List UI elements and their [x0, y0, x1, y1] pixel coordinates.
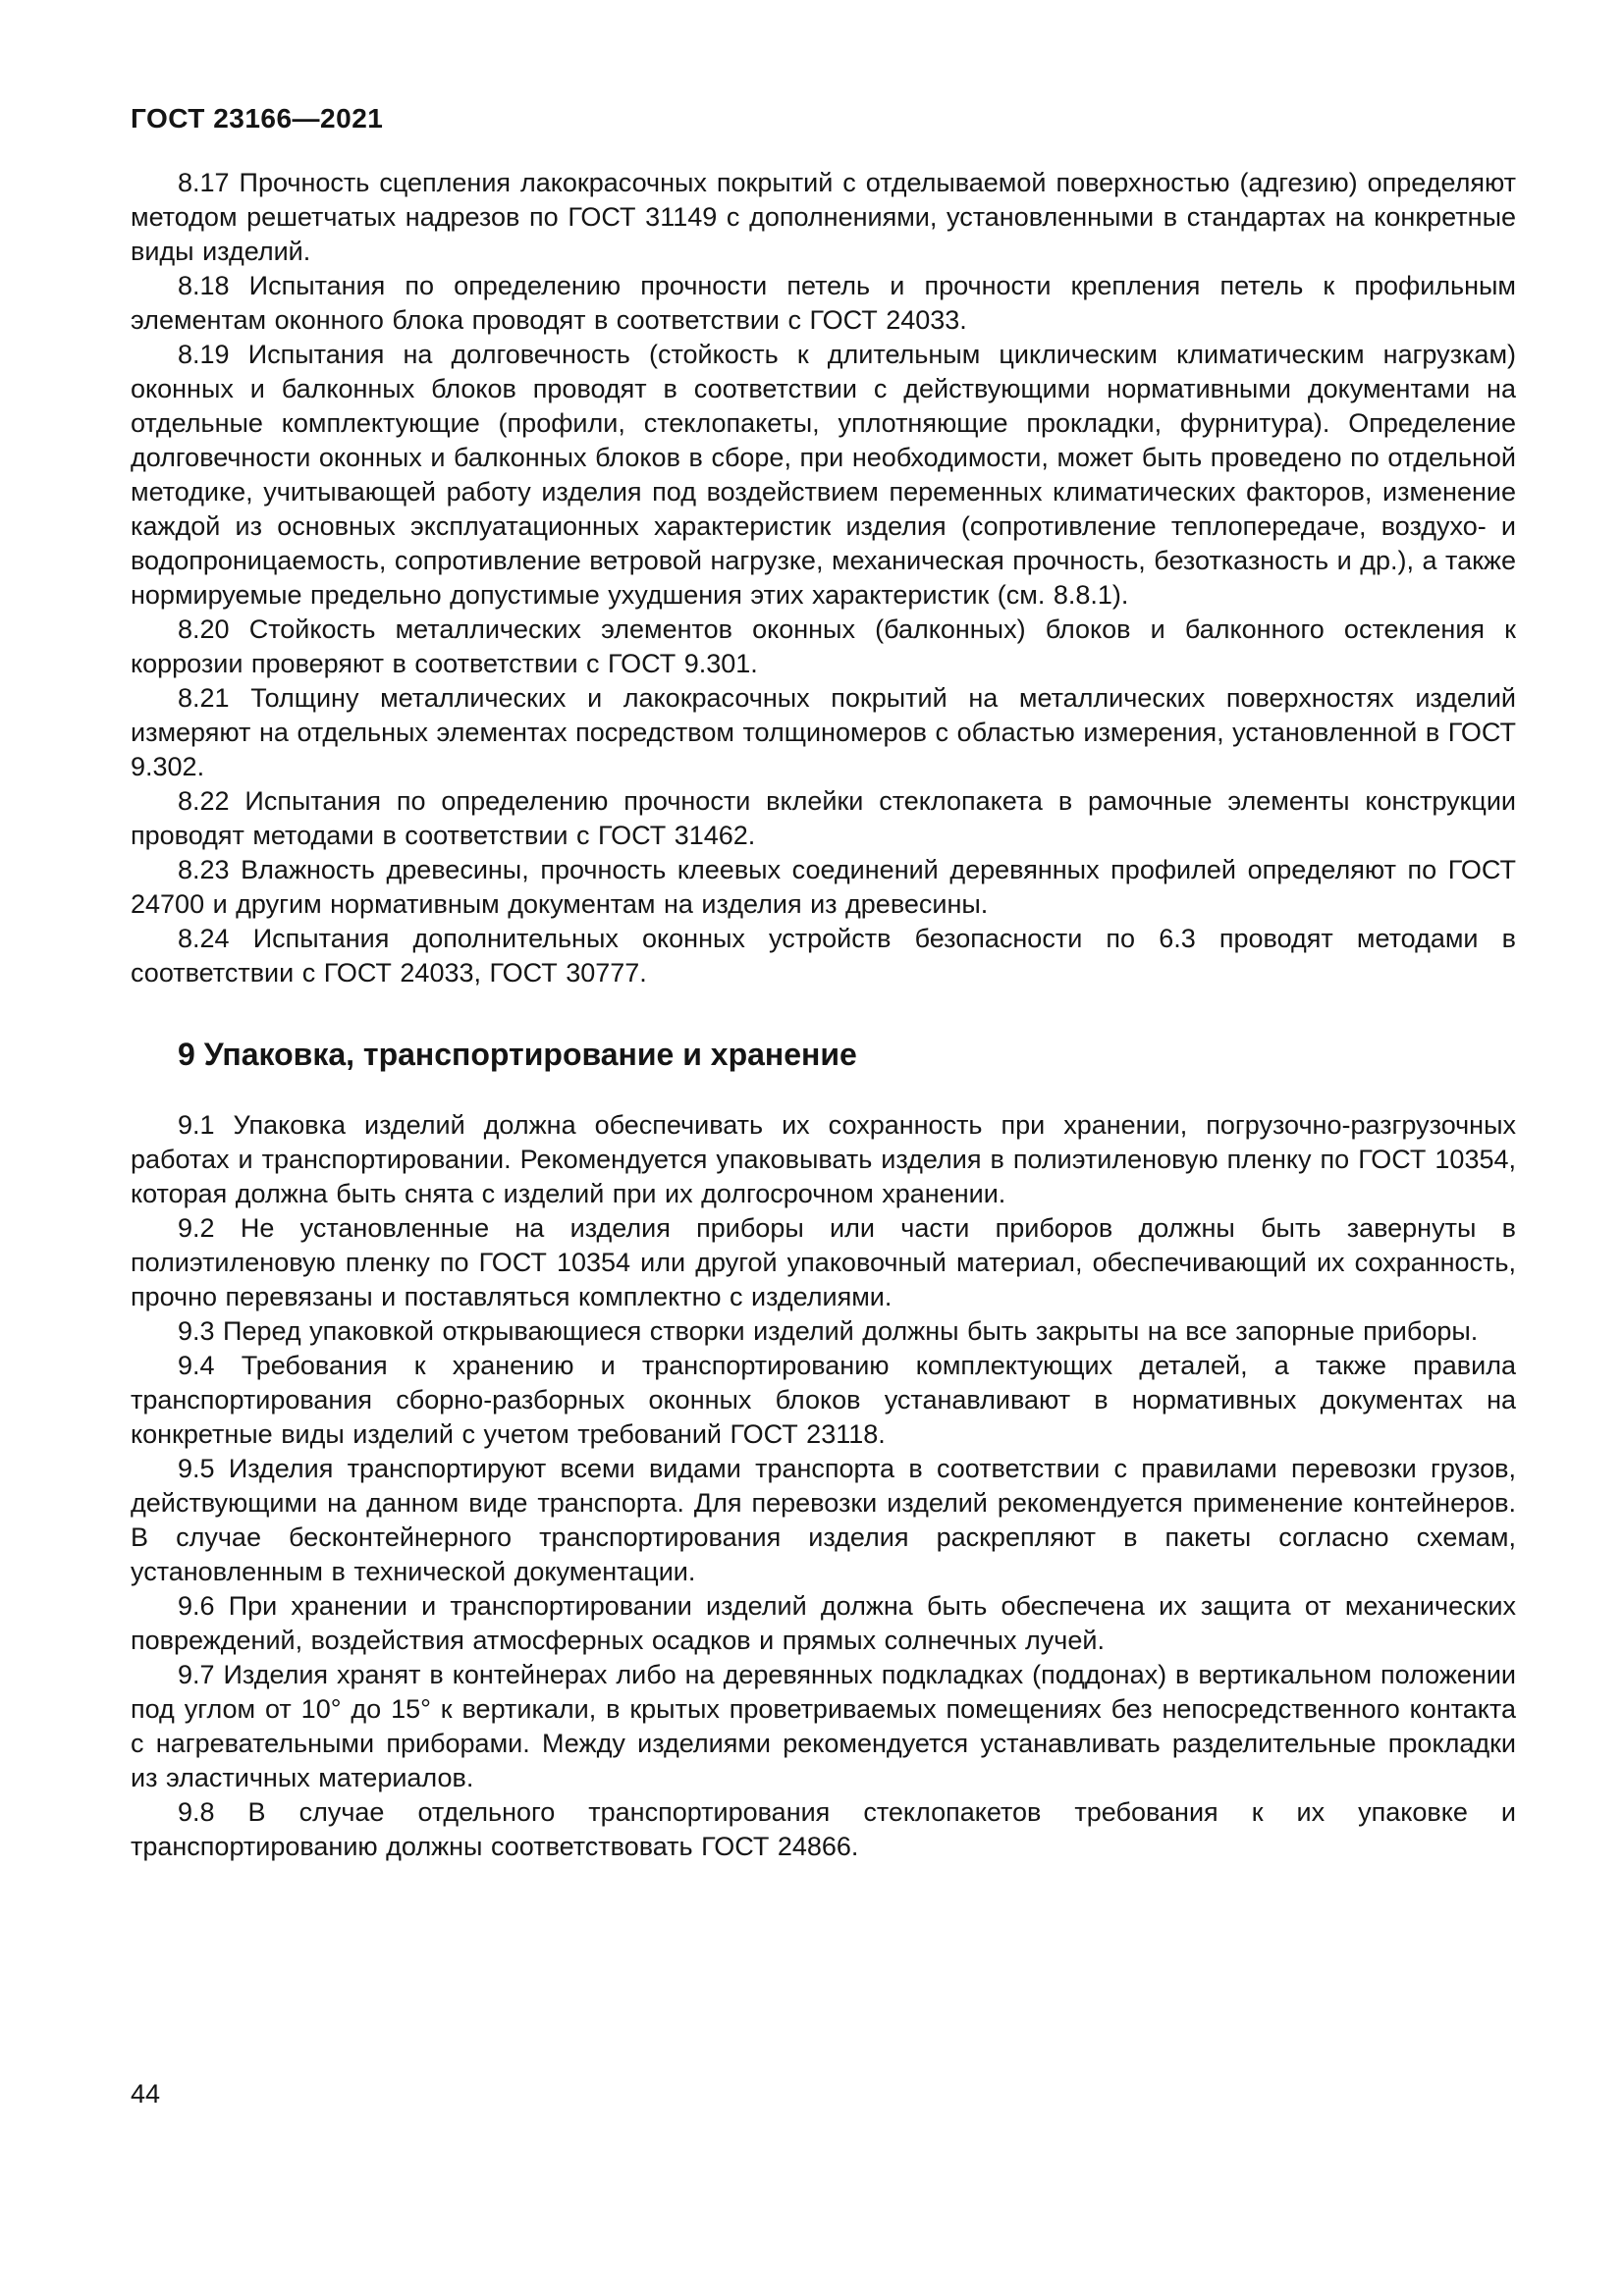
paragraph-9-4: 9.4 Требования к хранению и транспортированию комплектующих деталей, а также правила транспортирования сборно-разборных оконных блоков устанавливают в нормативных документах на конкретные виды изделий с учетом требований ГОСТ 23118.	[131, 1351, 1516, 1449]
running-header	[131, 103, 1516, 134]
paragraph-8-19: 8.19 Испытания на долговечность (стойкость к длительным циклическим климатическим нагрузкам) оконных и балконных блоков проводят в соответствии с действующими нормативными документами на отдельные комплектующие (профили, стеклопакеты, уплотняющие прокладки, фурнитура). Определение долговечности оконных и балконных блоков в сборе, при необходимости, может быть проведено по отдельной методике, учитывающей работу изделия под воздействием переменных климатических факторов, изменение каждой из основных эксплуатационных характеристик изделия (сопротивление теплопередаче, воздухо- и водопроницаемость, сопротивление ветровой нагрузке, механическая прочность, безотказность и др.), а также нормируемые предельно допустимые ухудшения этих характеристик (см. 8.8.1).	[131, 340, 1516, 610]
paragraph-9-8: 9.8 В случае отдельного транспортирования стеклопакетов требования к их упаковке и транспортированию должны соответствовать ГОСТ 24866.	[131, 1797, 1516, 1861]
paragraph-9-6: 9.6 При хранении и транспортировании изделий должна быть обеспечена их защита от механических повреждений, воздействия атмосферных осадков и прямых солнечных лучей.	[131, 1591, 1516, 1655]
paragraph-9-1: 9.1 Упаковка изделий должна обеспечивать их сохранность при хранении, погрузочно-разгрузочных работах и транспортировании. Рекомендуется упаковывать изделия в полиэтиленовую пленку по ГОСТ 10354, которая должна быть снята с изделий при их долгосрочном хранении.	[131, 1110, 1516, 1208]
page-number: 44	[131, 2079, 161, 2109]
paragraph-9-5: 9.5 Изделия транспортируют всеми видами транспорта в соответствии с правилами перевозки грузов, действующими на данном виде транспорта. Для перевозки изделий рекомендуется применение контейнеров. В случае бесконтейнерного транспортирования изделия раскрепляют в пакеты согласно схемам, установленным в технической документации.	[131, 1454, 1516, 1586]
paragraph-8-18: 8.18 Испытания по определению прочности петель и прочности крепления петель к профильным элементам оконного блока проводят в соответствии с ГОСТ 24033.	[131, 271, 1516, 335]
paragraph-8-21: 8.21 Толщину металлических и лакокрасочных покрытий на металлических поверхностях изделий измеряют на отдельных элементах посредством толщиномеров с областью измерения, установленной в ГОСТ 9.302.	[131, 683, 1516, 781]
paragraph-8-20: 8.20 Стойкость металлических элементов оконных (балконных) блоков и балконного остекления к коррозии проверяют в соответствии с ГОСТ 9.301.	[131, 614, 1516, 678]
document-number: ГОСТ 23166—2021	[131, 103, 384, 133]
paragraph-9-3: 9.3 Перед упаковкой открывающиеся створки изделий должны быть закрыты на все запорные приборы.	[178, 1316, 1479, 1346]
document-content	[131, 103, 1516, 1864]
paragraph-9-7: 9.7 Изделия хранят в контейнерах либо на деревянных подкладках (поддонах) в вертикальном положении под углом от 10° до 15° к вертикали, в крытых проветриваемых помещениях без непосредственного контакта с нагревательными приборами. Между изделиями рекомендуется устанавливать разделительные прокладки из эластичных материалов.	[131, 1660, 1516, 1792]
paragraph-8-17: 8.17 Прочность сцепления лакокрасочных покрытий с отделываемой поверхностью (адгезию) определяют методом решетчатых надрезов по ГОСТ 31149 с дополнениями, установленными в стандартах на конкретные виды изделий.	[131, 168, 1516, 266]
paragraph-8-23: 8.23 Влажность древесины, прочность клеевых соединений деревянных профилей определяют по ГОСТ 24700 и другим нормативным документам на изделия из древесины.	[131, 855, 1516, 919]
paragraph-9-2: 9.2 Не установленные на изделия приборы или части приборов должны быть завернуты в полиэтиленовую пленку по ГОСТ 10354 или другой упаковочный материал, обеспечивающий их сохранность, прочно перевязаны и поставляться комплектно с изделиями.	[131, 1213, 1516, 1311]
paragraph-8-22: 8.22 Испытания по определению прочности вклейки стеклопакета в рамочные элементы конструкции проводят методами в соответствии с ГОСТ 31462.	[131, 786, 1516, 850]
paragraph-8-24: 8.24 Испытания дополнительных оконных устройств безопасности по 6.3 проводят методами в соответствии с ГОСТ 24033, ГОСТ 30777.	[131, 924, 1516, 988]
section-9-heading: 9 Упаковка, транспортирование и хранение	[178, 1037, 857, 1072]
